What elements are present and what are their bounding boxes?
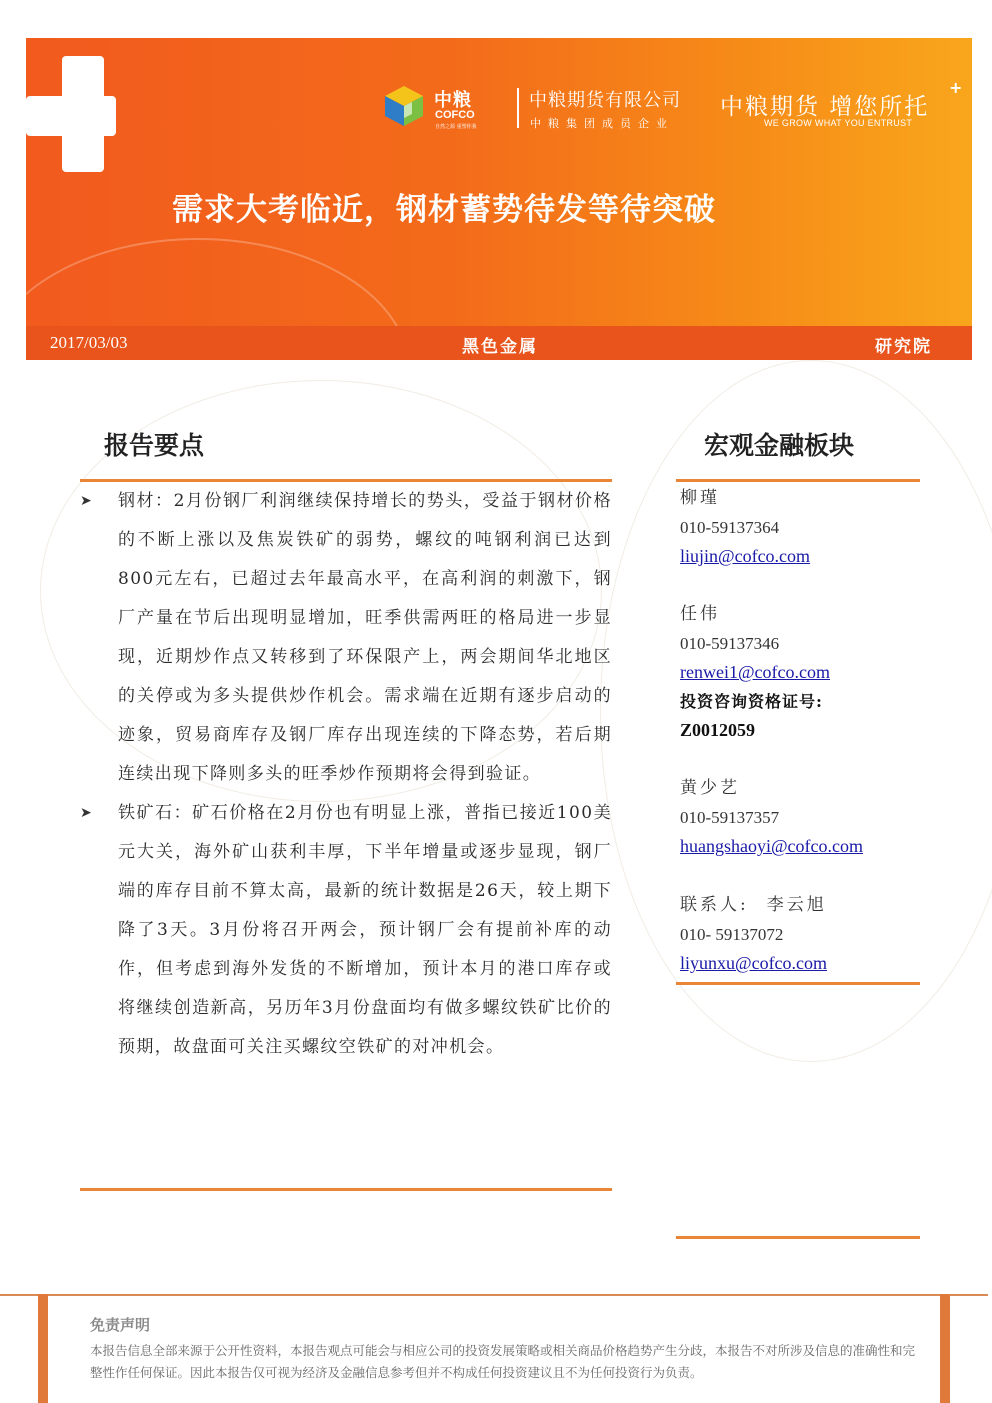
liaison-label: 联系人:: [680, 895, 749, 915]
contact-card: [680, 600, 920, 745]
plus-logo-icon-bar: [26, 96, 116, 136]
summary-item-text: 钢材：2月份钢厂利润继续保持增长的势头，受益于钢材价格的不断上涨以及焦炭铁矿的弱势，螺纹的吨钢利润已达到800元左右，已超过去年最高水平，在高利润的刺激下，钢厂产量在节后出现明显增加，旺季供需两旺的格局进一步显现，近期炒作点又转移到了环保限产上，两会期间华北地区的关停或为多头提供炒作机会。需求端在近期有逐步启动的迹象，贸易商库存及钢厂库存出现连续的下降态势，若后期连续出现下降则多头的旺季炒作预期将会得到验证。: [118, 491, 612, 784]
contact-name: 黄少艺: [680, 778, 740, 798]
contact-name: 任伟: [680, 604, 720, 624]
contact-card: [680, 484, 920, 571]
arrow-bullet-icon: ➤: [80, 493, 92, 509]
disclaimer-text: 本报告信息全部来源于公开性资料，本报告观点可能会与相应公司的投资发展策略或相关商品价格趋势产生分歧，本报告不对所涉及信息的准确性和完整性作任何保证。因此本报告仅可视为经济及金融信息参考但并不构成任何投资建议且不为任何投资行为负责。: [90, 1343, 916, 1380]
slogan-cn: 中粮期货 增您所托: [720, 94, 930, 120]
summary-heading: 报告要点: [104, 431, 205, 460]
cert-number: Z0012059: [680, 720, 756, 740]
company-subtitle: 中粮集团成员企业: [530, 117, 674, 130]
footer-post-left: [38, 1294, 48, 1403]
arrow-bullet-icon: ➤: [80, 805, 92, 821]
cofco-cube-logo-icon: [382, 84, 426, 128]
list-item: [80, 794, 612, 1067]
contacts-list: [680, 484, 920, 978]
brand-name-cn: 中粮: [434, 90, 472, 111]
contact-email-link[interactable]: liujin@cofco.com: [680, 546, 811, 566]
contacts-mid-rule: [676, 982, 920, 985]
report-date: 2017/03/03: [50, 333, 128, 352]
liaison-card: [680, 890, 920, 978]
liaison-phone: 010- 59137072: [680, 925, 784, 944]
footer-line: [0, 1294, 988, 1296]
summary-bottom-rule: [80, 1188, 612, 1191]
cert-label: 投资咨询资格证号:: [680, 692, 823, 711]
banner-decoration: [26, 238, 410, 326]
summary-item-text: 铁矿石：矿石价格在2月份也有明显上涨，普指已接近100美元大关，海外矿山获利丰厚，下半年增量或逐步显现，钢厂端的库存目前不算太高，最新的统计数据是26天，较上期下降了3天。3月份将召开两会，预计钢厂会有提前补库的动作，但考虑到海外发货的不断增加，预计本月的港口库存或将继续创造新高，另历年3月份盘面均有做多螺纹铁矿比价的预期，故盘面可关注买螺纹空铁矿的对冲机会。: [118, 803, 612, 1057]
contact-phone: 010-59137357: [680, 808, 780, 827]
brand-tagline: 自然之源 重塑你我: [435, 124, 477, 130]
contact-name: 柳瑾: [680, 488, 720, 508]
summary-list: [80, 482, 612, 1067]
contact-card: [680, 774, 920, 861]
company-logo-block: [382, 78, 963, 138]
company-name: 中粮期货有限公司: [529, 90, 681, 111]
contacts-bottom-rule: [676, 1236, 920, 1239]
contacts-top-rule: [676, 479, 920, 482]
list-item: [80, 482, 612, 794]
disclaimer-title: 免责声明: [90, 1316, 151, 1334]
liaison-email-link[interactable]: liyunxu@cofco.com: [680, 953, 828, 973]
info-bar: [26, 326, 972, 360]
contact-phone: 010-59137346: [680, 634, 780, 653]
liaison-row: [680, 890, 920, 920]
report-banner: [26, 38, 972, 326]
slogan-en: WE GROW WHAT YOU ENTRUST: [764, 118, 913, 128]
slogan-plus-icon: +: [949, 78, 963, 97]
contact-email-link[interactable]: huangshaoyi@cofco.com: [680, 836, 864, 856]
report-title: 需求大考临近，钢材蓄势待发等待突破: [172, 192, 716, 228]
report-department: 研究院: [875, 337, 932, 357]
brand-name-en: COFCO: [435, 109, 475, 121]
logo-divider: [517, 88, 519, 128]
footer-post-right: [940, 1294, 950, 1403]
liaison-name: 李云旭: [766, 895, 827, 915]
contacts-heading: 宏观金融板块: [704, 431, 855, 460]
contact-email-link[interactable]: renwei1@cofco.com: [680, 662, 831, 682]
report-sector: 黑色金属: [462, 337, 538, 357]
contact-phone: 010-59137364: [680, 518, 780, 537]
